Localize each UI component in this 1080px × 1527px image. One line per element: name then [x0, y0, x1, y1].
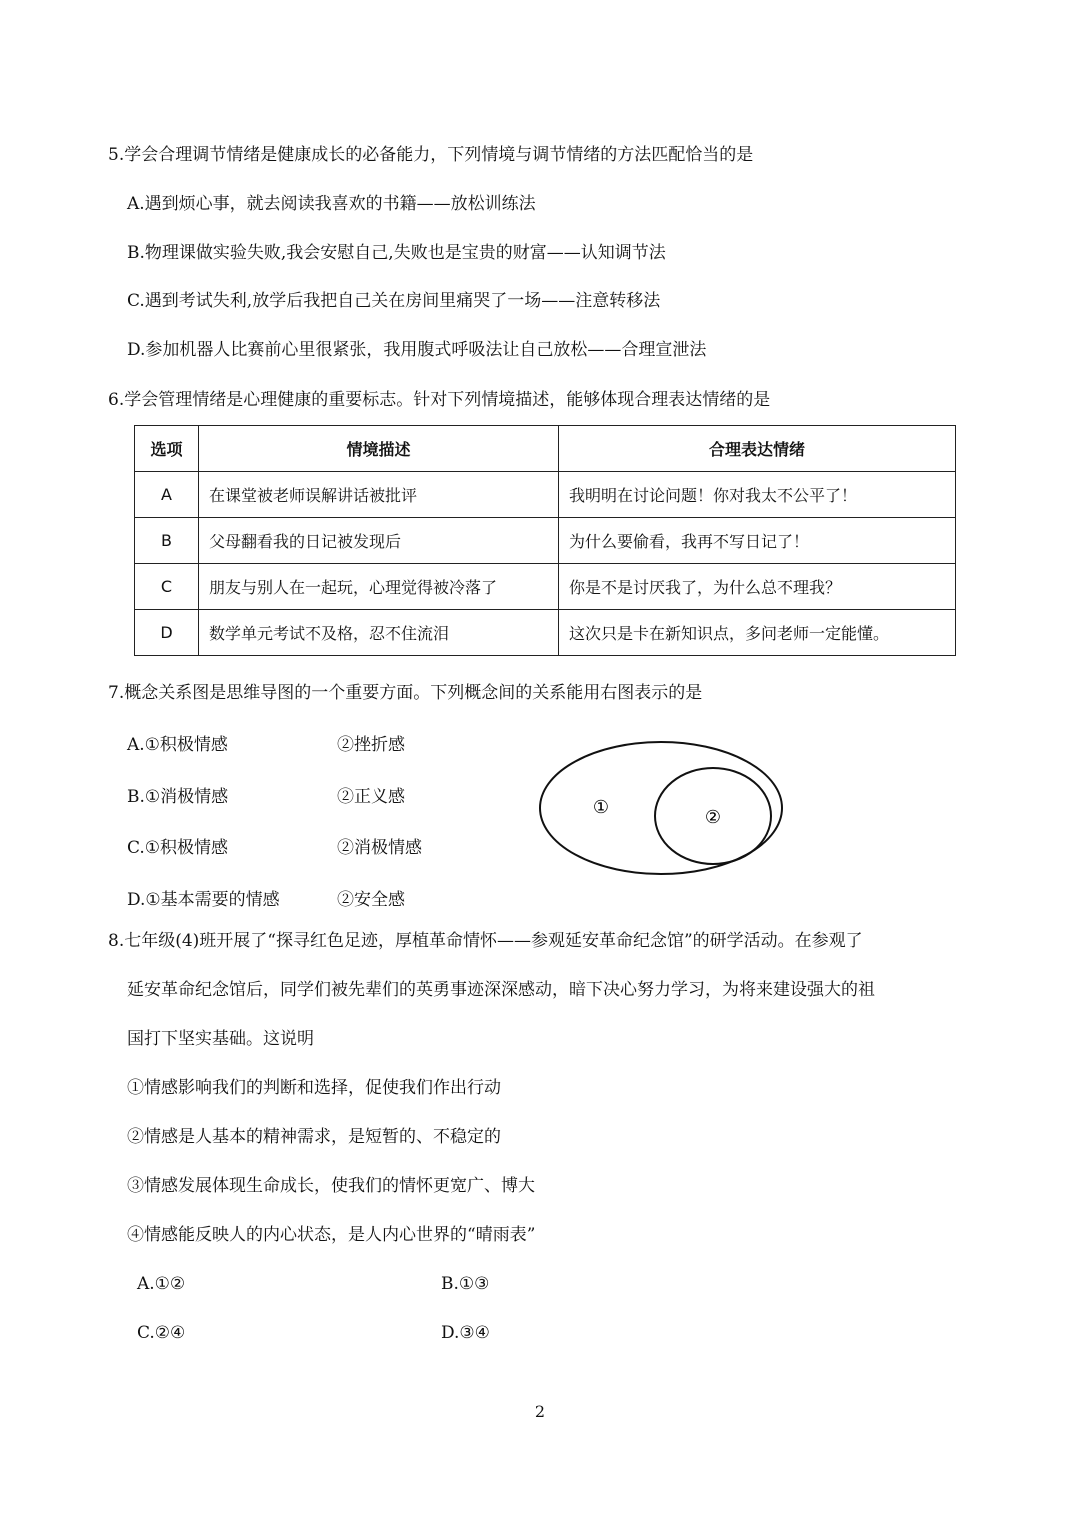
q8-statement-2: ②情感是人基本的精神需求，是短暂的、不稳定的	[127, 1127, 501, 1147]
q7-option-a-left: A.①积极情感	[127, 735, 228, 755]
inner-concept-label: ②	[704, 807, 722, 828]
q6-stem: 6.学会管理情绪是心理健康的重要标志。针对下列情境描述，能够体现合理表达情绪的是	[108, 390, 771, 410]
row-option: C	[135, 564, 199, 610]
outer-concept-label: ①	[592, 797, 610, 818]
table-header-row	[135, 426, 956, 472]
header-option: 选项	[135, 426, 199, 472]
q7-option-b-right: ②正义感	[337, 787, 405, 807]
row-situation: 数学单元考试不及格，忍不住流泪	[199, 610, 559, 656]
q8-option-a: A.①②	[137, 1274, 186, 1294]
q7-option-a-right: ②挫折感	[337, 735, 405, 755]
row-expression: 这次只是卡在新知识点，多问老师一定能懂。	[559, 610, 956, 656]
row-situation: 在课堂被老师误解讲话被批评	[199, 472, 559, 518]
header-situation: 情境描述	[199, 426, 559, 472]
q8-statement-4: ④情感能反映人的内心状态，是人内心世界的“晴雨表”	[127, 1225, 536, 1245]
q7-option-c-right: ②消极情感	[337, 838, 422, 858]
concept-venn-diagram	[530, 735, 800, 885]
q8-statement-1: ①情感影响我们的判断和选择，促使我们作出行动	[127, 1078, 501, 1098]
q5-option-a: A.遇到烦心事，就去阅读我喜欢的书籍——放松训练法	[127, 194, 536, 214]
row-option: D	[135, 610, 199, 656]
table-row	[135, 610, 956, 656]
q8-option-c: C.②④	[137, 1323, 186, 1343]
row-situation: 父母翻看我的日记被发现后	[199, 518, 559, 564]
table-row	[135, 518, 956, 564]
q8-stem-line-3: 国打下坚实基础。这说明	[127, 1029, 314, 1049]
q7-option-d-right: ②安全感	[337, 890, 405, 910]
table-row	[135, 564, 956, 610]
q5-option-b: B.物理课做实验失败,我会安慰自己,失败也是宝贵的财富——认知调节法	[127, 243, 666, 263]
page-number: 2	[534, 1402, 546, 1421]
situation-table	[134, 425, 956, 656]
row-situation: 朋友与别人在一起玩，心理觉得被冷落了	[199, 564, 559, 610]
q8-option-b: B.①③	[441, 1274, 490, 1294]
outer-concept-ellipse	[540, 742, 782, 874]
q7-stem: 7.概念关系图是思维导图的一个重要方面。下列概念间的关系能用右图表示的是	[108, 683, 703, 703]
row-option: A	[135, 472, 199, 518]
row-expression: 我明明在讨论问题！你对我太不公平了！	[559, 472, 956, 518]
q8-stem-line-1: 8.七年级(4)班开展了“探寻红色足迹，厚植革命情怀——参观延安革命纪念馆”的研学活动。在参观了	[108, 931, 863, 951]
table-row	[135, 472, 956, 518]
header-expression: 合理表达情绪	[559, 426, 956, 472]
q7-option-b-left: B.①消极情感	[127, 787, 229, 807]
q8-stem-line-2: 延安革命纪念馆后，同学们被先辈们的英勇事迹深深感动，暗下决心努力学习，为将来建设强大的祖	[127, 980, 875, 1000]
q7-option-c-left: C.①积极情感	[127, 838, 229, 858]
q5-option-c: C.遇到考试失利,放学后我把自己关在房间里痛哭了一场——注意转移法	[127, 291, 661, 311]
q5-option-d: D.参加机器人比赛前心里很紧张，我用腹式呼吸法让自己放松——合理宣泄法	[127, 340, 707, 360]
row-expression: 你是不是讨厌我了，为什么总不理我？	[559, 564, 956, 610]
q8-statement-3: ③情感发展体现生命成长，使我们的情怀更宽广、博大	[127, 1176, 535, 1196]
row-option: B	[135, 518, 199, 564]
row-expression: 为什么要偷看，我再不写日记了！	[559, 518, 956, 564]
q7-option-d-left: D.①基本需要的情感	[127, 890, 280, 910]
q5-stem: 5.学会合理调节情绪是健康成长的必备能力，下列情境与调节情绪的方法匹配恰当的是	[108, 145, 754, 165]
q8-option-d: D.③④	[441, 1323, 490, 1343]
